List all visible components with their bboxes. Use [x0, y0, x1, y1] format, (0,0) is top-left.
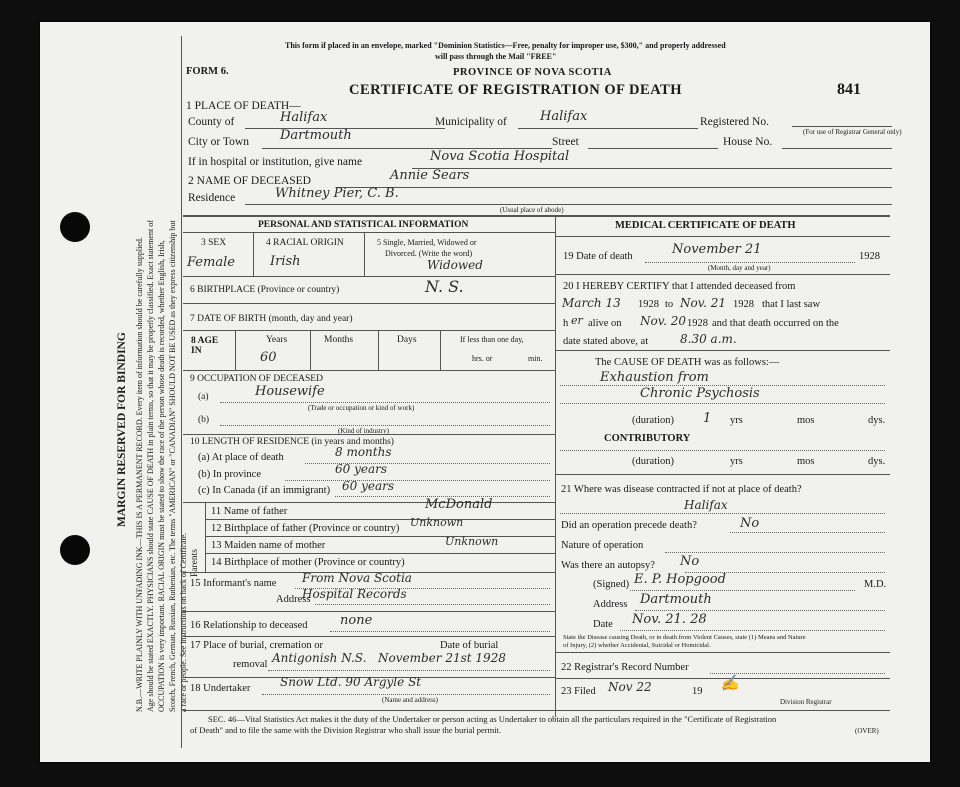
house-no-label: House No. [723, 136, 773, 148]
operation-nature-label: Nature of operation [561, 540, 644, 551]
signed-value: E. P. Hopgood [634, 572, 726, 587]
residence-note: (Usual place of abode) [500, 206, 564, 214]
marital-value: Widowed [427, 258, 483, 272]
burial-place-label: 17 Place of burial, cremation or [190, 640, 323, 651]
violent-note-2: of Injury, (2) whether Accidental, Suicidal or Homicidal. [563, 642, 711, 649]
filed-year-label: 19 [692, 686, 703, 697]
contributory-duration-label: (duration) [632, 456, 674, 467]
father-birthplace-value: Unknown [410, 516, 464, 529]
days-label: Days [397, 335, 417, 345]
md-label: M.D. [864, 579, 887, 590]
burial-place-value: Antigonish N.S. [272, 651, 367, 665]
burial-date-label: Date of burial [440, 640, 499, 651]
death-date-value: November 21 [672, 242, 762, 257]
res-province-value: 60 years [335, 462, 388, 476]
father-name-value: McDonald [425, 497, 493, 512]
informant-address-label: Address [276, 594, 311, 605]
sex-label: 3 SEX [201, 238, 227, 248]
registrar-note: (For use of Registrar General only) [803, 128, 902, 136]
doctor-address-value: Dartmouth [640, 592, 712, 607]
margin-notice-3: OCCUPATION is very important. RACIAL ORIGIN must be stated to show the race of the person whose death is recorded, whether English, Irish, [157, 240, 166, 712]
operation-label: Did an operation precede death? [561, 520, 697, 531]
contributory-yrs-label: yrs [730, 456, 743, 467]
filed-value: Nov 22 [608, 680, 652, 694]
duration-yrs-label: yrs [730, 415, 743, 426]
burial-removal-label: removal [233, 659, 268, 670]
racial-label: 4 RACIAL ORIGIN [266, 238, 344, 248]
footer-line-2: of Death" and to file the same with the Division Registrar who shall issue the burial permit. [190, 725, 502, 735]
margin-notice-5: a race or people. See instructions on back of Certificate. [179, 532, 188, 712]
place-section-title: 1 PLACE OF DEATH— [186, 100, 301, 112]
marital-label-2: Divorced. (Write the word) [385, 249, 473, 258]
contributory-dys-label: dys. [868, 456, 886, 467]
racial-value: Irish [270, 254, 301, 269]
autopsy-label: Was there an autopsy? [561, 560, 655, 571]
registered-no-label: Registered No. [700, 116, 769, 128]
footer-over: (OVER) [855, 727, 879, 735]
municipality-label: Municipality of [435, 116, 507, 128]
death-time-value: 8.30 a.m. [680, 332, 737, 346]
deceased-name-label: 2 NAME OF DECEASED [188, 175, 311, 187]
undertaker-value: Snow Ltd. 90 Argyle St [280, 675, 422, 689]
undertaker-note: (Name and address) [382, 696, 438, 704]
contributory-label: CONTRIBUTORY [604, 433, 691, 444]
margin-title: MARGIN RESERVED FOR BINDING [116, 332, 128, 527]
certify-label: 20 I HEREBY CERTIFY that I attended deceased from [563, 281, 796, 292]
informant-label: 15 Informant's name [190, 578, 277, 589]
years-label: Years [266, 335, 288, 345]
operation-value: No [740, 516, 760, 531]
occupation-b: (b) [198, 415, 210, 425]
res-canada-value: 60 years [342, 479, 395, 493]
date-signed-label: Date [593, 619, 613, 630]
page-title: CERTIFICATE OF REGISTRATION OF DEATH [349, 82, 683, 98]
residence-value: Whitney Pier, C. B. [275, 186, 399, 201]
occupation-a: (a) [198, 392, 209, 402]
alive-on-label: alive on [588, 318, 622, 329]
deceased-name-value: Annie Sears [390, 168, 470, 183]
county-value: Halifax [280, 110, 328, 125]
header-notice-1: This form if placed in an envelope, marked "Dominion Statistics—Free, penalty for improper use, $300," and properly addressed [285, 41, 726, 50]
date-stated-label: date stated above, at [563, 336, 649, 347]
mother-birthplace-label: 14 Birthplace of mother (Province or country) [211, 557, 405, 568]
res-canada-label: (c) In Canada (if an immigrant) [198, 485, 331, 496]
death-date-label: 19 Date of death [563, 251, 633, 262]
autopsy-value: No [680, 554, 700, 569]
certificate-number: 841 [837, 81, 861, 98]
contracted-value: Halifax [684, 498, 728, 512]
margin-notice-4: Scotch, French, German, Russian, Ruthenian, etc. The terms "AMERICAN" or "CANADIAN" SHOULD NOT BE USED as they express citizenship but [168, 220, 177, 712]
alive-on-date: Nov. 20 [640, 314, 686, 328]
province-name: PROVINCE OF NOVA SCOTIA [453, 67, 612, 78]
last-saw-label: that I last saw [762, 299, 821, 310]
residence-label: Residence [188, 192, 236, 204]
age-label: 8 AGE IN [191, 336, 219, 356]
city-label: City or Town [188, 136, 249, 148]
division-registrar-label: Division Registrar [780, 698, 832, 706]
burial-date-value: November 21st 1928 [378, 651, 506, 665]
form-number: FORM 6. [186, 66, 229, 77]
doctor-address-label: Address [593, 599, 628, 610]
duration-mos-label: mos [797, 415, 815, 426]
res-at-place-value: 8 months [335, 445, 392, 459]
parents-label: Parents [190, 549, 200, 577]
county-label: County of [188, 116, 235, 128]
date-signed-value: Nov. 21. 28 [632, 612, 707, 627]
filed-label: 23 Filed [561, 686, 596, 697]
mother-name-label: 13 Maiden name of mother [211, 540, 326, 551]
birthplace-value: N. S. [425, 277, 464, 296]
alive-prefix: h [563, 318, 569, 329]
occupation-b-note: (Kind of industry) [338, 427, 389, 435]
certificate-paper [40, 22, 930, 762]
father-name-label: 11 Name of father [211, 506, 288, 517]
registrar-record-label: 22 Registrar's Record Number [561, 662, 689, 673]
death-date-note: (Month, day and year) [708, 264, 771, 272]
header-notice-2: will pass through the Mail "FREE" [435, 52, 557, 61]
footer-line-1: SEC. 46—Vital Statistics Act makes it the duty of the Undertaker or person acting as Undertaker to obtain all the particulars required in the "Certificate of Registration [208, 714, 777, 724]
duration-dys-label: dys. [868, 415, 886, 426]
alive-on-year: 1928 [687, 318, 708, 329]
cause-value-2: Chronic Psychosis [640, 386, 760, 401]
hospital-label: If in hospital or institution, give name [188, 156, 363, 168]
less-than-day-label: If less than one day, [460, 335, 524, 344]
attended-from-value: March 13 [562, 296, 621, 310]
age-years-value: 60 [260, 350, 277, 365]
medical-heading: MEDICAL CERTIFICATE OF DEATH [615, 220, 796, 231]
alive-pronoun: er [571, 314, 583, 327]
to-label: to [665, 299, 674, 310]
dob-label: 7 DATE OF BIRTH (month, day and year) [190, 314, 353, 324]
mother-name-value: Unknown [445, 535, 499, 548]
death-date-year: 1928 [859, 251, 880, 262]
informant-address-value: Hospital Records [302, 587, 407, 601]
hrs-label: hrs. or [472, 354, 493, 363]
occupation-value: Housewife [255, 384, 325, 399]
margin-notice-1: N.B.—WRITE PLAINLY WITH UNFADING INK—THIS IS A PERMANENT RECORD. Every item of information should be carefully supplied. [135, 237, 144, 712]
sex-value: Female [187, 255, 235, 270]
attended-to-year: 1928 [733, 299, 754, 310]
street-label: Street [552, 136, 579, 148]
registrar-signature: ✍ [719, 673, 740, 693]
duration-label: (duration) [632, 415, 674, 426]
father-birthplace-label: 12 Birthplace of father (Province or country) [211, 523, 400, 534]
birthplace-label: 6 BIRTHPLACE (Province or country) [190, 285, 340, 295]
margin-notice-2: Age should be stated EXACTLY. PHYSICIANS should state CAUSE OF DEATH in plain terms, so that it may be properly classified. Exact statement of [146, 220, 155, 712]
hospital-value: Nova Scotia Hospital [430, 149, 570, 164]
occurred-label: and that death occurred on the [712, 318, 839, 329]
city-value: Dartmouth [280, 128, 352, 143]
binding-hole-top [60, 212, 90, 242]
marital-label-1: 5 Single, Married, Widowed or [377, 238, 477, 247]
contracted-label: 21 Where was disease contracted if not at place of death? [561, 484, 802, 495]
binding-hole-bottom [60, 535, 90, 565]
res-at-place-label: (a) At place of death [198, 452, 284, 463]
cause-value-1: Exhaustion from [600, 370, 709, 385]
relationship-label: 16 Relationship to deceased [190, 620, 308, 631]
personal-heading: PERSONAL AND STATISTICAL INFORMATION [258, 220, 469, 230]
residence-length-label: 10 LENGTH OF RESIDENCE (in years and months) [190, 437, 394, 447]
cause-label: The CAUSE OF DEATH was as follows:— [595, 357, 780, 368]
attended-from-year: 1928 [638, 299, 659, 310]
relationship-value: none [340, 613, 373, 628]
undertaker-label: 18 Undertaker [190, 683, 251, 694]
res-province-label: (b) In province [198, 469, 261, 480]
months-label: Months [324, 335, 354, 345]
occupation-a-note: (Trade or occupation or kind of work) [308, 404, 415, 412]
attended-to-value: Nov. 21 [680, 296, 726, 310]
informant-value: From Nova Scotia [302, 571, 412, 585]
duration-value: 1 [703, 411, 712, 426]
municipality-value: Halifax [540, 109, 588, 124]
contributory-mos-label: mos [797, 456, 815, 467]
occupation-label: 9 OCCUPATION OF DECEASED [190, 374, 323, 384]
signed-label: (Signed) [593, 579, 630, 590]
violent-note-1: State the Disease causing Death, or in death from Violent Causes, state (1) Means and Nature [563, 634, 806, 641]
min-label: min. [528, 354, 543, 363]
